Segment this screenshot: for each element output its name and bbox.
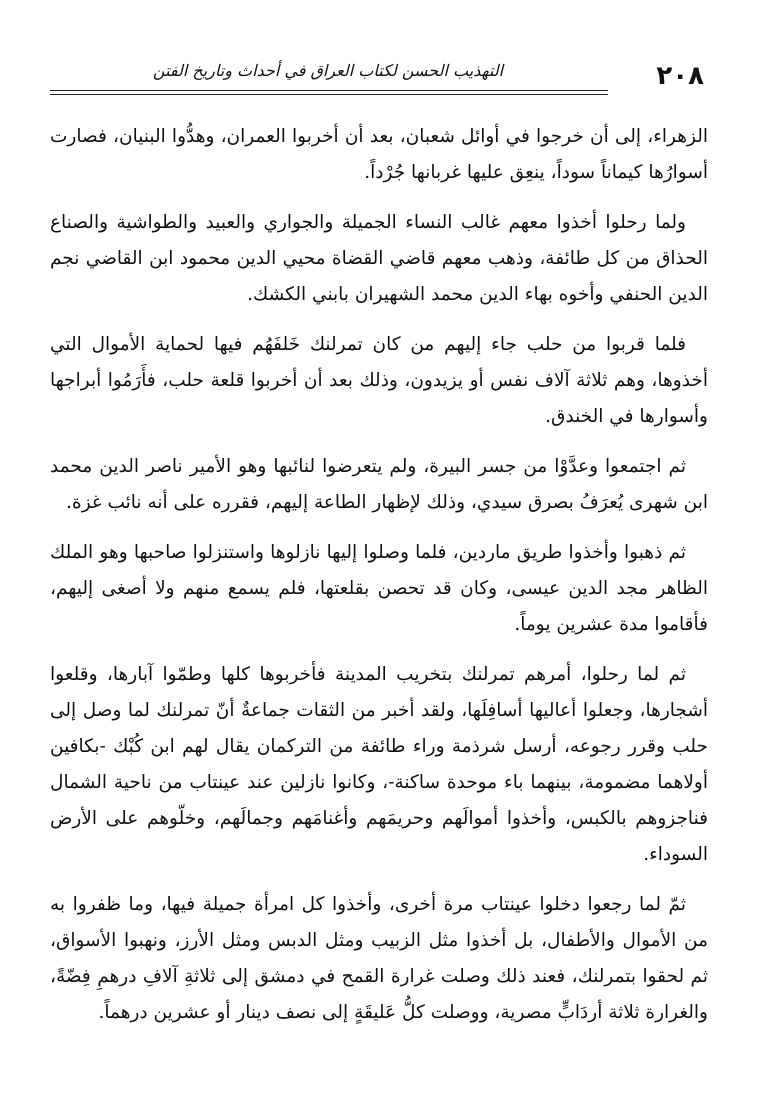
- page-number: ٢٠٨: [656, 61, 704, 91]
- header-rule: [50, 90, 608, 91]
- running-title: التهذيب الحسن لكتاب العراق في أحداث وتاريخ الفتن: [152, 61, 504, 80]
- header-rule-thin: [50, 94, 608, 95]
- paragraph-6: ثم لما رحلوا، أمرهم تمرلنك بتخريب المدينة فأخربوها كلها وطمّوا آبارها، وقلعوا أشجارها، وجعلوا أعاليها أسافِلَها، ولقد أخبر من الثقات جماعةٌ أنّ تمرلنك لما وصل إلى حلب وقرر رجوعه، أرسل شرذمة وراء طائفة من التركمان يقال لهم ابن كُبْك -بكافين أولاهما مضمومة، بينهما باء موحدة ساكنة-، وكانوا نازلين عند عينتاب من ناحية الشمال فناجزوهم بالكبس، وأخذوا أموالَهم وحريمَهم وأغنامَهم وجمالَهم، وخلّوهم على الأرض السوداء.: [50, 664, 708, 865]
- paragraph-5: ثم ذهبوا وأخذوا طريق ماردين، فلما وصلوا إليها نازلوها واستنزلوا صاحبها وهو الملك الظاهر مجد الدين عيسى، وكان قد تحصن بقلعتها، فلم يسمع منهم ولا أصغى إليهم، فأقاموا مدة عشرين يوماً.: [50, 542, 708, 635]
- page-body: [50, 119, 708, 1031]
- paragraph-2: ولما رحلوا أخذوا معهم غالب النساء الجميلة والجواري والعبيد والطواشية والصناع الحذاق من كل طائفة، وذهب معهم قاضي القضاة محيي الدين محمود ابن القاضي نجم الدين الحنفي وأخوه بهاء الدين محمد الشهيران بابني الكشك.: [50, 212, 708, 305]
- paragraph-1: الزهراء، إلى أن خرجوا في أوائل شعبان، بعد أن أخربوا العمران، وهدُّوا البنيان، فصارت أسوارُها كيماناً سوداً، ينعِق عليها غربانها جُرْداً.: [50, 126, 708, 183]
- page-header: [50, 55, 708, 99]
- paragraph-3: فلما قربوا من حلب جاء إليهم من كان تمرلنك خَلفَهُم فيها لحماية الأموال التي أخذوها، وهم ثلاثة آلاف نفس أو يزيدون، وذلك بعد أن أخربوا قلعة حلب، فأَرَمُوا أبراجها وأسوارها في الخندق.: [50, 334, 708, 427]
- paragraph-7: ثمّ لما رجعوا دخلوا عينتاب مرة أخرى، وأخذوا كل امرأة جميلة فيها، وما ظفروا به من الأموال والأطفال، بل أخذوا مثل الزبيب ومثل الدبس ومثل الأرز، ونهبوا الأسواق، ثم لحقوا بتمرلنك، فعند ذلك وصلت غرارة القمح في دمشق إلى ثلاثةِ آلافِ درهمِ فِضّةً، والغرارة ثلاثة أردَابٍّ مصرية، ووصلت كلُّ عَليقَةٍ إلى نصف دينار أو عشرين درهماً.: [50, 894, 708, 1023]
- paragraph-4: ثم اجتمعوا وعدَّوْا من جسر البيرة، ولم يتعرضوا لنائبها وهو الأمير ناصر الدين محمد ابن شهرى يُعرَفُ بصرق سيدي، وذلك لإظهار الطاعة إليهم، فقرره على أنه نائب غزة.: [50, 456, 708, 513]
